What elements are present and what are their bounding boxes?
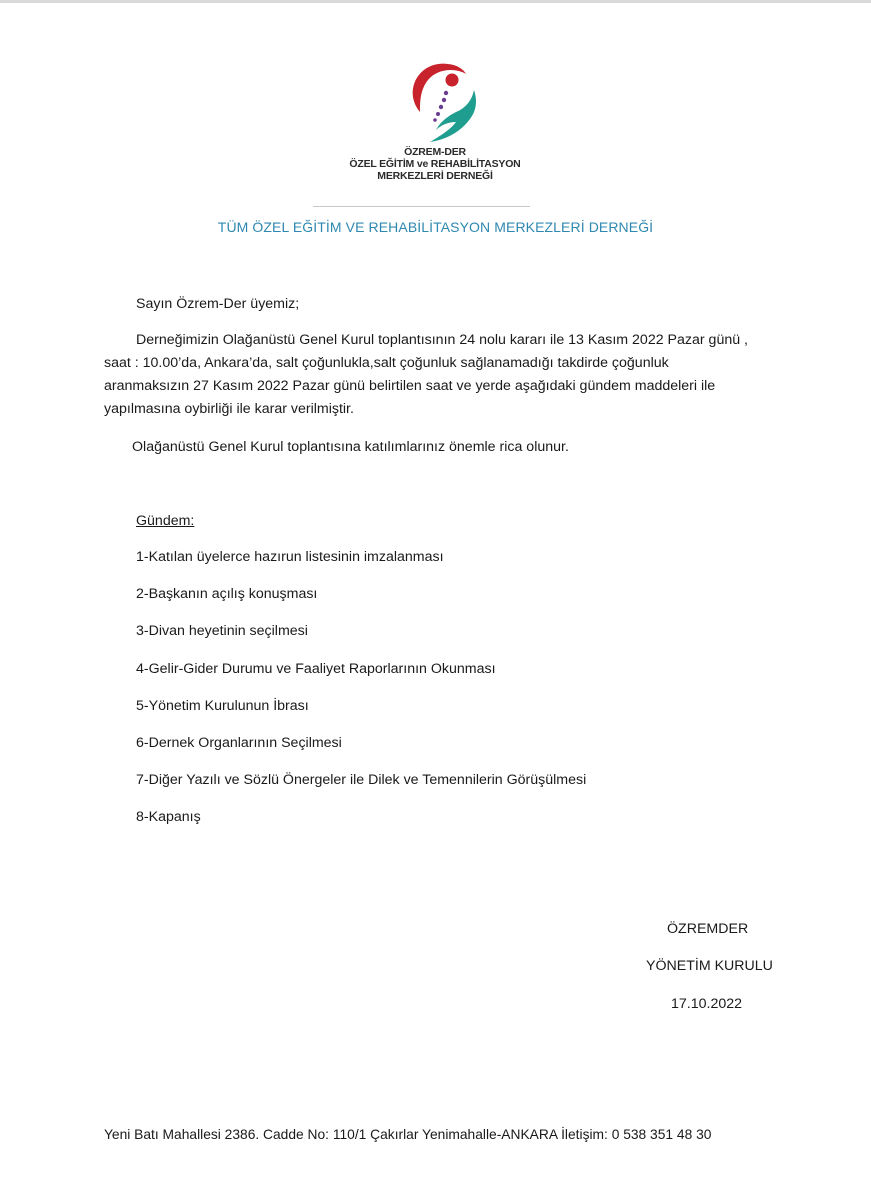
agenda-item: 4-Gelir-Gider Durumu ve Faaliyet Raporlarının Okunması xyxy=(136,661,496,677)
logo-line-3: MERKEZLERİ DERNEĞİ xyxy=(377,170,493,182)
footer-address: Yeni Batı Mahallesi 2386. Cadde No: 110/1 Çakırlar Yenimahalle-ANKARA İletişim: 0 538 351 48 30 xyxy=(104,1127,712,1142)
agenda-item: 8-Kapanış xyxy=(136,809,201,825)
body-line-4: yapılmasına oybirliği ile karar verilmiştir. xyxy=(104,401,354,417)
agenda-item: 1-Katılan üyelerce hazırun listesinin imzalanması xyxy=(136,549,444,565)
agenda-heading: Gündem: xyxy=(136,513,195,529)
request-line: Olağanüstü Genel Kurul toplantısına katılımlarınız önemle rica olunur. xyxy=(132,439,569,455)
body-line-2: saat : 10.00’da, Ankara’da, salt çoğunlukla,salt çoğunluk sağlanamadığı takdirde çoğunluk xyxy=(104,355,669,371)
logo-line-2: ÖZEL EĞİTİM ve REHABİLİTASYON xyxy=(349,158,521,170)
header-divider xyxy=(313,206,530,207)
logo-line-1: ÖZREM-DER xyxy=(404,146,466,158)
ozremder-logo-icon xyxy=(390,50,490,150)
body-line-3: aranmaksızın 27 Kasım 2022 Pazar günü belirtilen saat ve yerde aşağıdaki gündem maddeleri ile xyxy=(104,378,716,394)
signature-org: ÖZREMDER xyxy=(667,921,749,937)
body-line-1: Derneğimizin Olağanüstü Genel Kurul toplantısının 24 nolu kararı ile 13 Kasım 2022 Pazar günü , xyxy=(136,332,748,348)
signature-board: YÖNETİM KURULU xyxy=(646,958,773,974)
logo-wordmark xyxy=(330,146,540,182)
agenda-item: 3-Divan heyetinin seçilmesi xyxy=(136,623,308,639)
agenda-item: 6-Dernek Organlarının Seçilmesi xyxy=(136,735,342,751)
agenda-item: 2-Başkanın açılış konuşması xyxy=(136,586,318,602)
signature-date: 17.10.2022 xyxy=(671,996,743,1012)
header-title: TÜM ÖZEL EĞİTİM VE REHABİLİTASYON MERKEZLERİ DERNEĞİ xyxy=(217,219,654,235)
agenda-item: 5-Yönetim Kurulunun İbrası xyxy=(136,698,309,714)
agenda-item: 7-Diğer Yazılı ve Sözlü Önergeler ile Dilek ve Temennilerin Görüşülmesi xyxy=(136,772,587,788)
page-top-edge xyxy=(0,0,871,3)
salutation: Sayın Özrem-Der üyemiz; xyxy=(136,296,300,312)
